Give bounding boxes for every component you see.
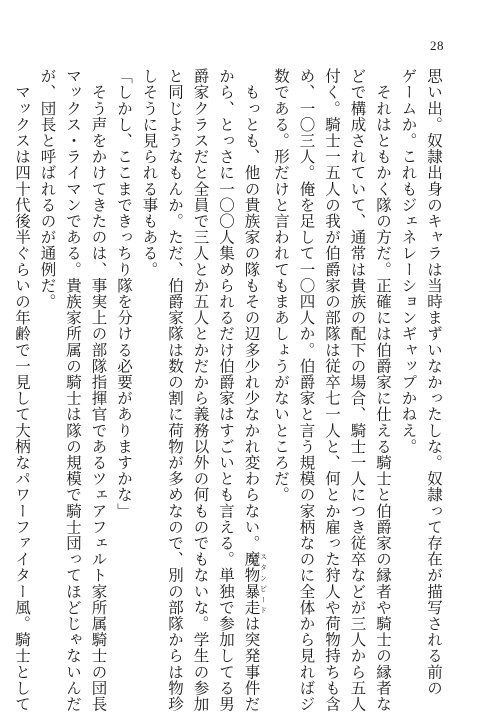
text-line-7: 数である。形だけと言われてもまあしょうがないところだ。 [272, 68, 290, 503]
text-line-2: ゲームか。これもジェネレーションギャップかねえ。 [399, 68, 418, 455]
text-line-3: それはともかく隊の方だ。正確には伯爵家に仕える騎士と伯爵家の縁者や騎士の縁者な [374, 68, 392, 712]
text-line-9: から、とっさに一〇〇人集められるだけ伯爵家はすごいとも言える。単独で参加してる男 [217, 68, 235, 712]
novel-body-text [13, 68, 446, 712]
text-line-11: と同じようなもんか。ただ、伯爵家隊は数の割に荷物が多めなので、別の部隊からは物珍 [166, 68, 184, 712]
text-line-13: 「しかし、ここまできっちり隊を分ける必要がありますかな」 [115, 68, 133, 519]
text-line-5: 付く。騎士一五人の我が伯爵家の部隊は従卒七一人と、何とか雇った狩人や荷物持ちも含 [323, 68, 341, 712]
ruby-reading: スタンピード [259, 551, 268, 616]
text-line-1: 思い出。奴隷出身のキャラは当時まずいなかったしな。奴隷って存在が描写される前の [425, 68, 443, 696]
ruby-annotation: 魔物暴走 スタンピード [242, 551, 268, 616]
text-line-12: しそうに見られる事もある。 [140, 68, 159, 278]
text-line-17: マックスは四十代後半ぐらいの年齢で一見して大柄なパワーファイター風。騎士として [13, 68, 31, 712]
text-line-8: もっとも、他の貴族家の隊もその辺多少れ少なかれ変わらない。魔物暴走 スタンピードは突発事件だ [242, 68, 268, 712]
text-line-6: め、一〇三人。俺を足して一〇四人か。伯爵家と言う規模の家柄なのに全体から見ればジ [297, 68, 316, 712]
text-line-14: そう声をかけてきたのは、事実上の部隊指揮官であるツェアフェルト家所属騎士の団長 [89, 68, 108, 712]
text-line-15: マックス・ライマンである。貴族家所属の騎士は隊の規模で騎士団ってほどじゃないんだ [64, 68, 82, 712]
text-line-4: どで構成されていて、通常は貴族の配下の場合、騎士一人につき従卒などが三人から五人 [348, 68, 367, 712]
text-line-16: が、団長と呼ばれるのが通例だ。 [38, 68, 57, 310]
page-number: 28 [430, 38, 444, 53]
text-line-10: 爵家クラスだと全員で三人とか五人とかだから義務以外の何ものでもないな。学生の参加 [191, 68, 210, 712]
